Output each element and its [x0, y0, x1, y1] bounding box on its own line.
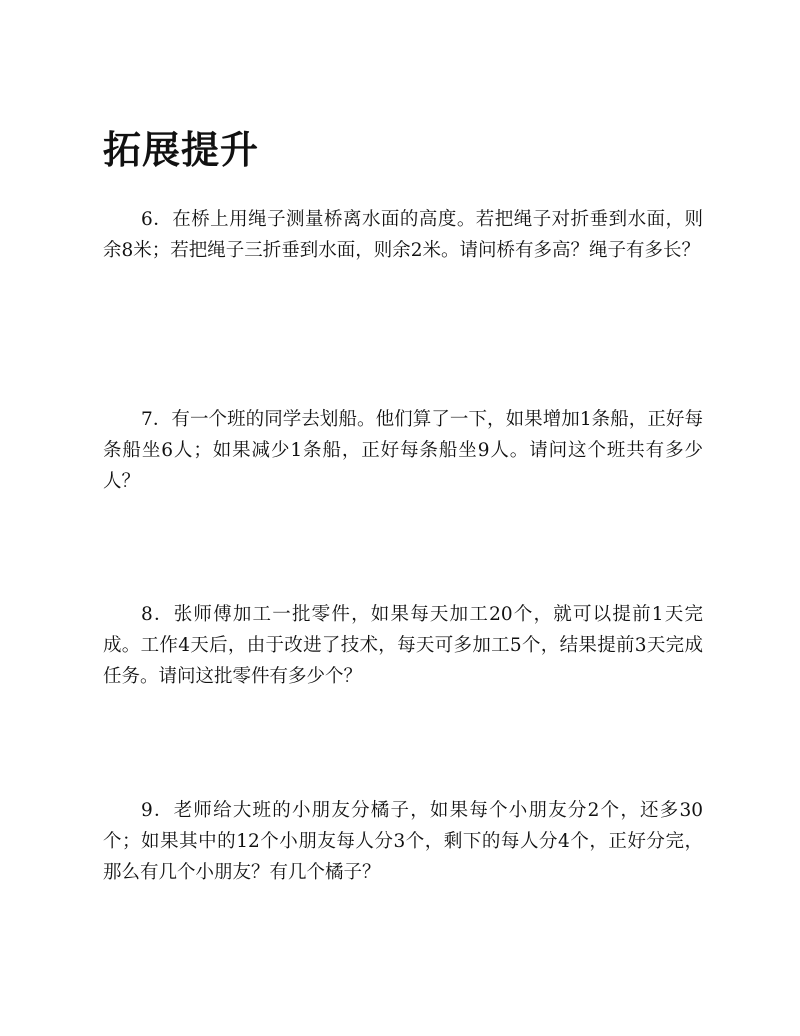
section-heading: 拓展提升 [103, 128, 260, 172]
problem-6: 6．在桥上用绳子测量桥离水面的高度。若把绳子对折垂到水面，则余8米；若把绳子三折垂到水面，则余2米。请问桥有多高？绳子有多长？ [103, 209, 703, 261]
problem-8: 8．张师傅加工一批零件，如果每天加工20个，就可以提前1天完成。工作4天后，由于改进了技术，每天可多加工5个，结果提前3天完成任务。请问这批零件有多少个？ [103, 604, 703, 687]
problem-7: 7．有一个班的同学去划船。他们算了一下，如果增加1条船，正好每条船坐6人；如果减少1条船，正好每条船坐9人。请问这个班共有多少人？ [103, 409, 703, 492]
problem-9: 9．老师给大班的小朋友分橘子，如果每个小朋友分2个，还多30个；如果其中的12个小朋友每人分3个，剩下的每人分4个，正好分完，那么有几个小朋友？有几个橘子？ [103, 800, 703, 883]
